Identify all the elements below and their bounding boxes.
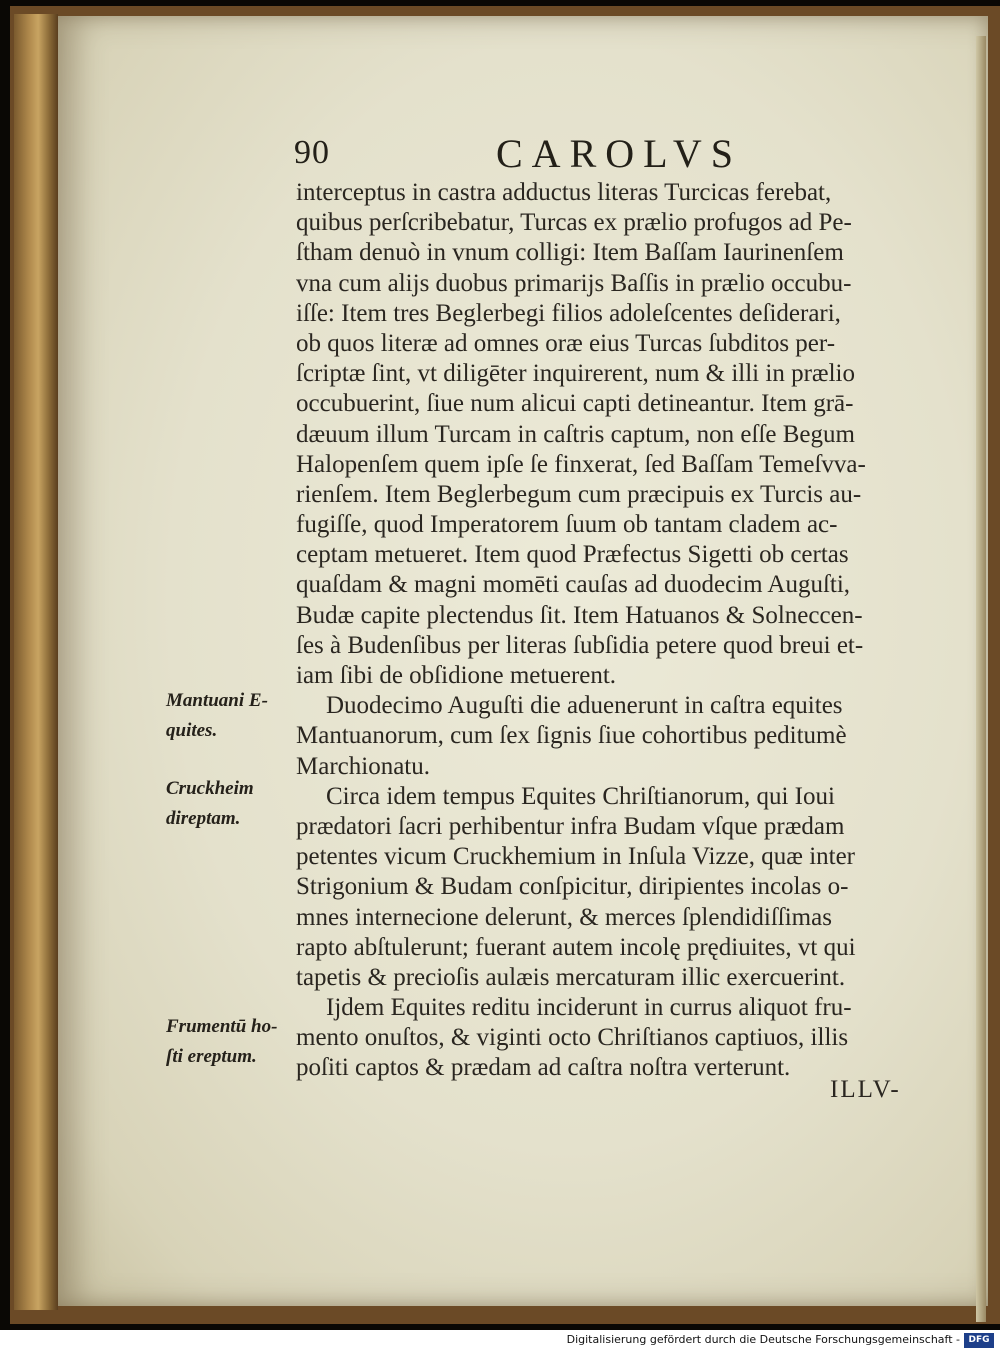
paragraph-4-line: poſiti captos & prædam ad caſtra noſtra verterunt. xyxy=(296,1054,791,1082)
margin-note-line: Cruckheim xyxy=(166,778,254,799)
page-edge xyxy=(976,36,986,1322)
margin-note-line: direptam. xyxy=(166,808,241,829)
paragraph-3-line: petentes vicum Cruckhemium in Inſula Vizze, quæ inter xyxy=(296,843,856,871)
text-line: ob quos literæ ad omnes oræ eius Turcas ſubditos per- xyxy=(296,329,836,357)
paragraph-3-line: mnes internecione delerunt, & merces ſplendidiſſimas xyxy=(296,903,832,931)
text-line: ſtham denuò in vnum colligi: Item Baſſam Iaurinenſem xyxy=(296,239,844,267)
running-title: CAROLVS xyxy=(496,131,743,176)
paragraph-3-line: Circa idem tempus Equites Chriſtianorum, qui Ioui xyxy=(326,782,835,810)
text-line: ceptam metueret. Item quod Præfectus Sigetti ob certas xyxy=(296,541,849,569)
footer-credit: Digitalisierung gefördert durch die Deutsche Forschungsgemeinschaft - xyxy=(566,1333,960,1346)
margin-note-line: ſti ereptum. xyxy=(166,1046,257,1067)
text-line: quibus perſcribebatur, Turcas ex prælio profugos ad Pe- xyxy=(296,209,852,237)
margin-note-frumentum xyxy=(166,1012,296,1072)
margin-note-line: Mantuani E- xyxy=(166,690,268,711)
text-line: dæuum illum Turcam in caſtris captum, non eſſe Begum xyxy=(296,420,855,448)
text-line: iam ſibi de obſidione metuerent. xyxy=(296,662,617,689)
text-line: ſes à Budenſibus per literas ſubſidia petere quod breui et- xyxy=(296,631,864,659)
text-line: Budæ capite plectendus ſit. Item Hatuanos & Solneccen- xyxy=(296,601,863,629)
body-text xyxy=(296,178,916,1084)
catchword: ILLV- xyxy=(830,1076,901,1103)
margin-note-mantuani xyxy=(166,686,296,746)
paragraph-2-line: Duodecimo Auguſti die aduenerunt in caſtra equites xyxy=(326,692,843,720)
text-line: Halopenſem quem ipſe ſe finxerat, ſed Baſſam Temeſvva- xyxy=(296,450,866,478)
paragraph-2-line: Marchionatu. xyxy=(296,752,430,780)
text-line: occubuerint, ſiue num alicui capti detineantur. Item grā- xyxy=(296,390,854,418)
text-line: iſſe: Item tres Beglerbegi filios adoleſcentes deſiderari, xyxy=(296,299,841,327)
paragraph-4-line: Ijdem Equites reditu inciderunt in currus aliquot fru- xyxy=(326,994,852,1022)
margin-note-cruckheim xyxy=(166,774,296,834)
page-header xyxy=(290,128,920,178)
text-line: interceptus in castra adductus literas Turcicas ferebat, xyxy=(296,179,832,206)
text-line: quaſdam & magni momēti cauſas ad duodecim Auguſti, xyxy=(296,571,851,599)
paragraph-3-line: prædatori ſacri perhibentur infra Budam vſque prædam xyxy=(296,812,845,840)
page-number: 90 xyxy=(294,134,330,171)
text-line: vna cum alijs duobus primarijs Baſſis in prælio occubu- xyxy=(296,269,852,297)
text-line: fugiſſe, quod Imperatorem ſuum ob tantam cladem ac- xyxy=(296,511,838,539)
margin-note-line: Frumentū ho- xyxy=(166,1016,278,1037)
text-line: ſcriptæ ſint, vt diligēter inquirerent, num & illi in prælio xyxy=(296,360,855,388)
paragraph-3-line: Strigonium & Budam conſpicitur, diripientes incolas o- xyxy=(296,873,849,901)
book-spine xyxy=(14,14,58,1310)
footer-bar xyxy=(0,1330,1000,1352)
paragraph-4-line: mento onuſtos, & viginti octo Chriſtianos captiuos, illis xyxy=(296,1024,849,1052)
text-line: rienſem. Item Beglerbegum cum præcipuis ex Turcis au- xyxy=(296,480,862,508)
paragraph-3-line: tapetis & precioſis aulæis mercaturam illic exercuerint. xyxy=(296,963,846,991)
paragraph-3-line: rapto abſtulerunt; fuerant autem incolę prędiuites, vt qui xyxy=(296,933,856,961)
paragraph-2-line: Mantuanorum, cum ſex ſignis ſiue cohortibus peditumè xyxy=(296,722,847,750)
dfg-logo-icon: DFG xyxy=(964,1333,994,1348)
margin-note-line: quites. xyxy=(166,720,218,741)
